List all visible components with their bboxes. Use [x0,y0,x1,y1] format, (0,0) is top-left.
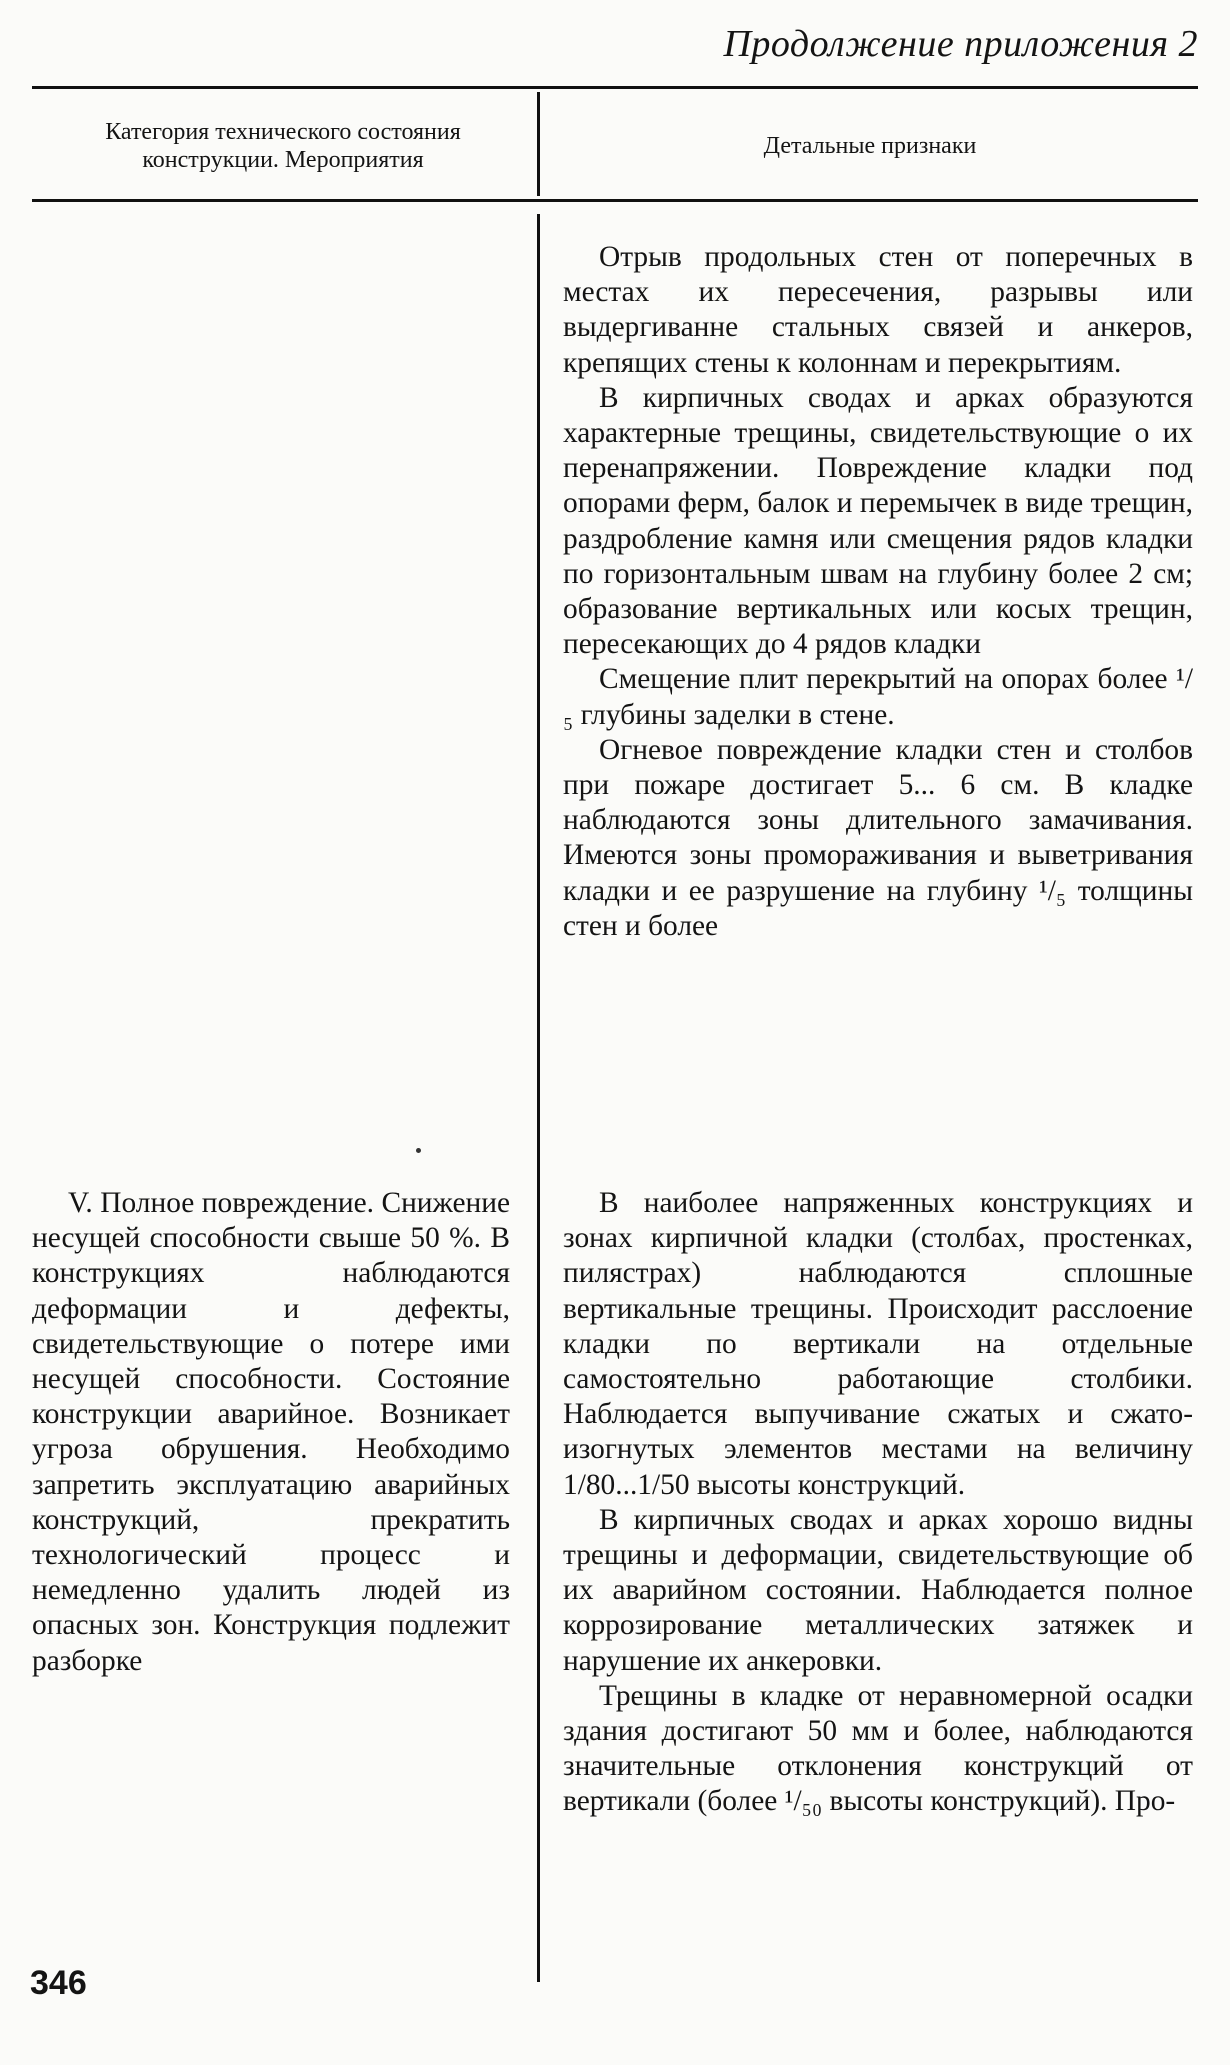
detail-paragraph: В наиболее напряженных конструкциях и зонах кирпичной кладки (столбах, простенках, пилястрах) наблюдаются сплошные вертикальные трещины. Происходит расслоение кладки по вертикали на отдельные самостоятельно работающие столбики. Наблюдается выпучивание сжатых и сжато-изогнутых элементов местами на величину 1/80...1/50 высоты конструкций. [563,1187,1193,1501]
page-number: 346 [30,1964,87,2002]
row-2-details [563,1186,1193,1820]
detail-paragraph: Отрыв продольных стен от поперечных в местах их пересечения, разрывы или выдергиванне стальных связей и анкеров, крепящих стены к колоннам и перекрытиям. [563,241,1193,379]
details-column [563,240,1193,1818]
table-header-rule [32,199,1198,202]
column-divider-body [537,214,540,1982]
row-1-details [563,240,1193,944]
detail-paragraph: В кирпичных сводах и арках образуются характерные трещины, свидетельствующие о их перенапряжении. Повреждение кладки под опорами ферм, балок и перемычек в виде трещин, раздробление камня или смещения рядов кладки по горизонтальным швам на глубину более 2 см; образование вертикальных или косых трещин, пересекающих до 4 рядов кладки [563,381,1193,661]
table-top-rule [32,86,1198,89]
category-paragraph: V. Полное повреждение. Снижение несущей способности свыше 50 %. В конструкциях наблюдаются деформации и дефекты, свидетельствующие о потере ими несущей способности. Состояние конструкции аварийное. Возникает угроза обрушения. Необходимо запретить эксплуатацию аварийных конструкций, прекратить технологический процесс и немедленно удалить людей из опасных зон. Конструкция подлежит разборке [32,1187,510,1677]
category-column [32,1186,510,1679]
column-divider-header [537,92,540,196]
print-speck [416,1148,421,1153]
detail-paragraph: Огневое повреждение кладки стен и столбов при пожаре достигает 5... 6 см. В кладке наблюдаются зоны длительного замачивания. Имеются зоны промораживания и выветривания кладки и ее разрушение на глубину ¹/₅ толщины стен и более [563,733,1193,942]
column-header-details: Детальные признаки [763,133,977,159]
detail-paragraph: В кирпичных сводах и арках хорошо видны трещины и деформации, свидетельствующие об их аварийном состоянии. Наблюдается полное коррозирование металлических затяжек и нарушение их анкеровки. [563,1503,1193,1677]
column-header-category: Категория технического состояния конструкции. Мероприятия [105,119,461,173]
detail-paragraph: Трещины в кладке от неравномерной осадки здания достигают 50 мм и более, наблюдаются значительные отклонения конструкций от вертикали (более ¹/₅₀ высоты конструкций). Про- [563,1679,1193,1818]
running-title: Продолжение приложения 2 [723,23,1198,65]
detail-paragraph: Смещение плит перекрытий на опорах более ¹/₅ глубины заделки в стене. [563,663,1193,731]
